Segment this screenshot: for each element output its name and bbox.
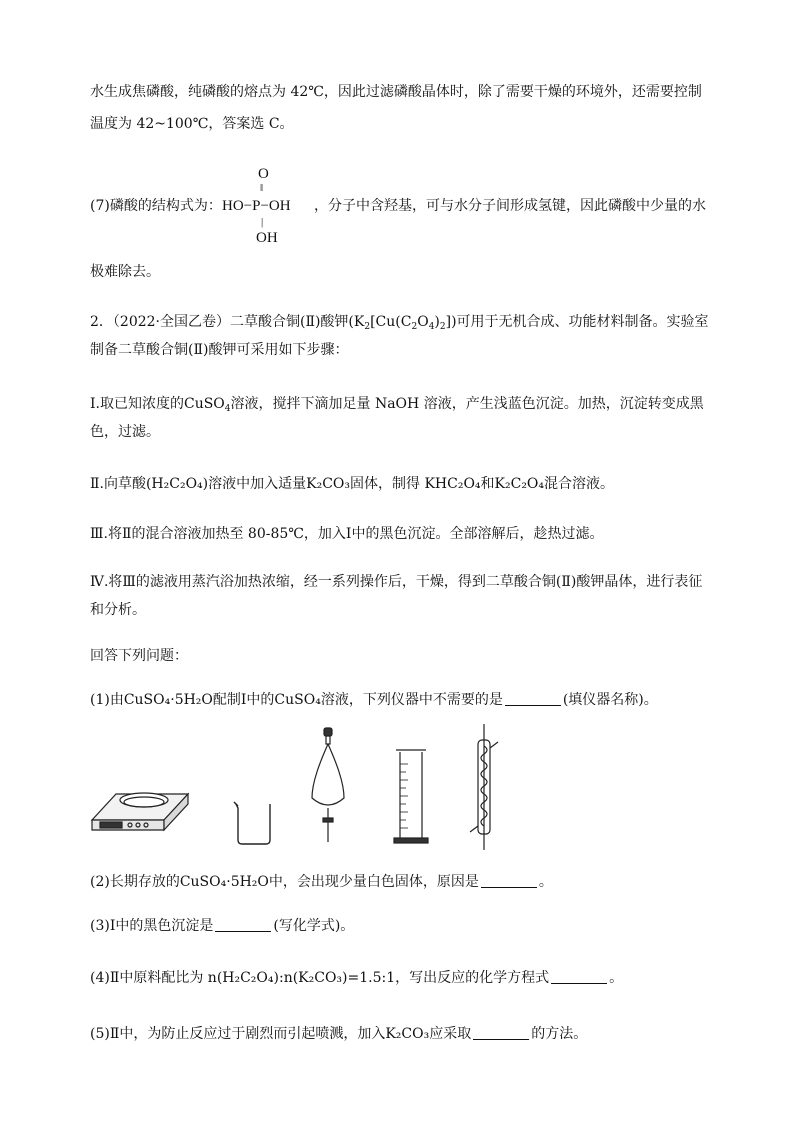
- step-1-line-1: [90, 394, 704, 419]
- subquestion-1: [90, 690, 658, 710]
- q1-answer-blank[interactable]: [505, 691, 561, 706]
- phosphoric-acid-structure: [218, 166, 318, 256]
- q4-text: (4)Ⅱ中原料配比为 n(H₂C₂O₄):n(K₂CO₃)=1.5:1，写出反应的化学方程式: [90, 970, 550, 986]
- q1-text: (1)由CuSO₄·5H₂O配制Ⅰ中的CuSO₄溶液，下列仪器中不需要的是: [90, 692, 503, 708]
- step-4-line-1: Ⅳ.将Ⅲ的滤液用蒸汽浴加热浓缩，经一系列操作后，干燥，得到二草酸合铜(Ⅱ)酸钾晶体，进行表征: [90, 574, 703, 590]
- item7-line-2: 极难除去。: [90, 264, 160, 280]
- intro-post: )可用于无机合成、功能材料制备。实验室: [451, 314, 709, 330]
- q3-tail: (写化学式)。: [273, 918, 355, 934]
- q2-tail: 。: [538, 874, 553, 890]
- formula-k: K: [353, 314, 365, 330]
- question2-intro-line-2: 制备二草酸合铜(Ⅱ)酸钾可采用如下步骤：: [90, 342, 349, 358]
- q1-tail: (填仪器名称)。: [562, 692, 658, 708]
- structure-top-o: O: [258, 166, 269, 182]
- single-bond: |: [261, 216, 264, 228]
- step-3: Ⅲ.将Ⅱ的混合溶液加热至 80-85℃，加入Ⅰ中的黑色沉淀。全部溶解后，趁热过滤。: [90, 526, 604, 542]
- q5-tail: 的方法。: [531, 1026, 588, 1042]
- q3-text: (3)Ⅰ中的黑色沉淀是: [90, 918, 214, 934]
- answer-prompt: 回答下列问题：: [90, 648, 188, 664]
- q2-text: (2)长期存放的CuSO₄·5H₂O中，会出现少量白色固体，原因是: [90, 874, 479, 890]
- beaker-icon: [234, 802, 270, 844]
- subquestion-2: [90, 872, 553, 892]
- formula-k-sub: 2: [364, 322, 371, 332]
- subquestion-5: [90, 1024, 587, 1044]
- subquestion-4: [90, 968, 623, 988]
- step-2: Ⅱ.向草酸(H₂C₂O₄)溶液中加入适量K₂CO₃固体，制得 KHC₂O₄和K₂C₂O₄混合溶液。: [90, 476, 615, 492]
- q4-answer-blank[interactable]: [551, 969, 607, 984]
- prev-answer-line-2: 温度为 42~100℃，答案选 C。: [90, 116, 294, 132]
- condenser-icon: [470, 724, 498, 850]
- electronic-balance-icon: [92, 793, 188, 830]
- formula-end: ]: [445, 314, 452, 330]
- question2-intro-line-1: [90, 312, 709, 337]
- step1-sub: 4: [224, 404, 231, 414]
- step-1-line-2: 色，过滤。: [90, 424, 160, 440]
- q5-answer-blank[interactable]: [473, 1025, 529, 1040]
- formula-o: O: [417, 314, 429, 330]
- formula-c-sub: 2: [411, 322, 418, 332]
- formula-close-sub: 2: [439, 322, 446, 332]
- q5-text: (5)Ⅱ中，为防止反应过于剧烈而引起喷溅，加入K₂CO₃应采取: [90, 1026, 472, 1042]
- structure-middle: HO−P−OH: [222, 198, 291, 214]
- q4-tail: 。: [609, 970, 624, 986]
- prev-answer-line-1: 水生成焦磷酸，纯磷酸的熔点为 42℃，因此过滤磷酸晶体时，除了需要干燥的环境外，还需要控制: [90, 84, 702, 100]
- step1-text-a: Ⅰ.取已知浓度的CuSO: [90, 396, 225, 412]
- formula-close: ): [434, 314, 440, 330]
- instruments-figure: [88, 722, 528, 852]
- item7-prefix: (7)磷酸的结构式为：: [90, 198, 222, 214]
- subquestion-3: [90, 916, 354, 936]
- step1-text-b: 溶液，搅拌下滴加足量 NaOH 溶液，产生浅蓝色沉淀。加热，沉淀转变成黑: [230, 396, 704, 412]
- structure-bottom-oh: OH: [256, 230, 278, 246]
- formula-o-sub: 4: [428, 322, 435, 332]
- item7-suffix: ，分子中含羟基，可与水分子间形成氢键，因此磷酸中少量的水: [314, 198, 706, 214]
- graduated-cylinder-icon: [394, 750, 428, 843]
- q2-answer-blank[interactable]: [481, 873, 537, 888]
- double-bond: ‖: [260, 182, 264, 194]
- intro-pre: 2．（2022·全国乙卷）二草酸合铜(Ⅱ)酸钾(: [90, 314, 354, 330]
- separatory-funnel-icon: [312, 728, 344, 842]
- step-4-line-2: 和分析。: [90, 602, 146, 618]
- formula-cu: [Cu(C: [370, 314, 412, 330]
- q3-answer-blank[interactable]: [215, 917, 271, 932]
